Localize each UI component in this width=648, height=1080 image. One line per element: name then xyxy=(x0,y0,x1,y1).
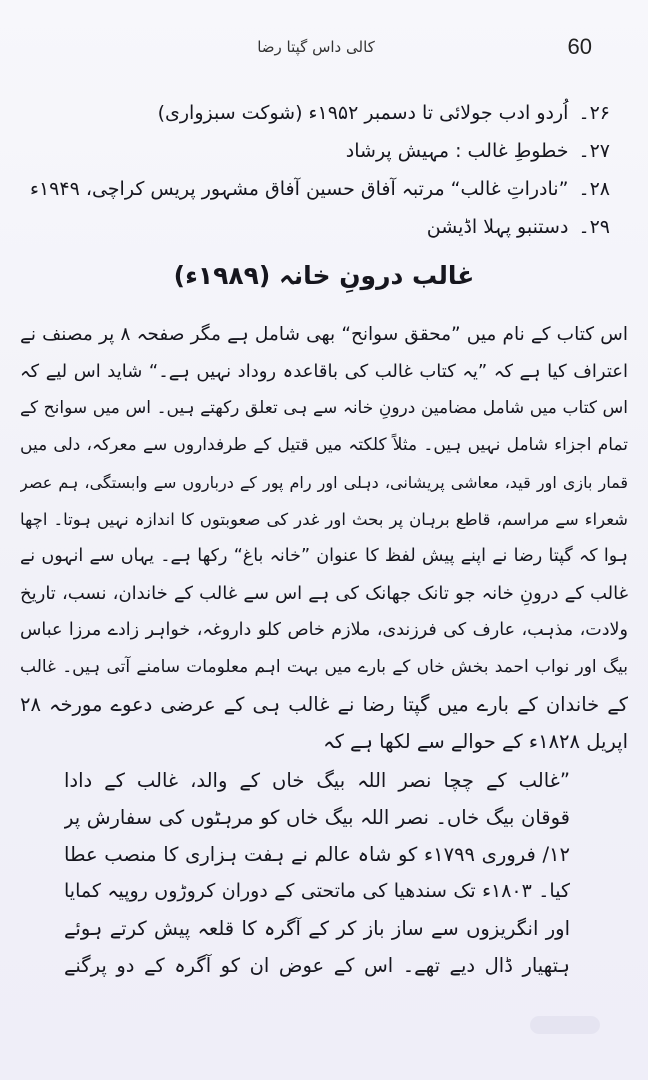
reference-number: ۲۷۔ xyxy=(578,140,610,162)
paragraph-line: اپریل ۱۸۲۸ء کے حوالے سے لکھا ہے کہ xyxy=(323,730,628,753)
body-paragraph xyxy=(20,316,628,760)
paragraph-line: ولادت، مذہب، عارف کی فرزندی، ملازم خاص کلو داروغہ، خواہر زادے مرزا عباس xyxy=(20,620,628,640)
reference-text: دستنبو پہلا اڈیشن xyxy=(426,216,569,238)
paragraph-line: اس کتاب میں شامل مضامین درونِ خانہ سے ہی تعلق رکھتے ہیں۔ اس میں سوانح کے xyxy=(20,398,628,418)
reference-item xyxy=(24,170,610,208)
quote-line: کیا۔ ۱۸۰۳ء تک سندھیا کی ماتحتی کے دوران کروڑوں روپیہ کمایا xyxy=(64,880,570,902)
reference-item xyxy=(24,132,610,170)
reference-text: ”نادراتِ غالب“ مرتبہ آفاق حسین آفاق مشہور پریس کراچی، ۱۹۴۹ء xyxy=(30,178,569,200)
reference-number: ۲۸۔ xyxy=(578,178,610,200)
reference-number: ۲۶۔ xyxy=(578,102,610,124)
paragraph-line: اعتراف کیا ہے کہ ”یہ کتاب غالب کی باقاعدہ روداد نہیں ہے۔“ شاید اس لیے کہ xyxy=(20,361,628,382)
paragraph-line: غالب کے درونِ خانہ جو تانک جھانک کی ہے اس سے غالب کے خاندان، نسب، تاریخ xyxy=(20,583,628,604)
paragraph-line: ہوا کہ گپتا رضا نے اپنے پیش لفظ کا عنوان ”خانہ باغ“ رکھا ہے۔ یہاں سے انہوں نے xyxy=(20,546,628,566)
reference-item xyxy=(24,94,610,132)
reference-text: اُردو ادب جولائی تا دسمبر ۱۹۵۲ء (شوکت سبزواری) xyxy=(157,102,569,124)
quote-line: ہتھیار ڈال دیے تھے۔ اس کے عوض ان کو آگرہ کے دو پرگنے xyxy=(64,954,570,977)
paragraph-line: شعراء سے مراسم، قاطع برہان پر بحث اور غدر کی صعوبتوں کا اندازہ نہیں ہوتا۔ اچھا xyxy=(20,510,628,529)
paragraph-line: تمام اجزاء شامل نہیں ہیں۔ مثلاً کلکتہ میں قتیل کے طرفداروں سے معرکہ، دلی میں xyxy=(20,435,628,455)
section-title: غالب درونِ خانہ (۱۹۸۹ء) xyxy=(173,261,475,290)
quote-line: قوقان بیگ خاں۔ نصر اللہ بیگ خاں کو مرہٹوں کی سفارش پر xyxy=(64,806,570,829)
paragraph-line: بیگ اور نواب احمد بخش خاں کے بارے میں بہت اہم معلومات سامنے آتی ہیں۔ غالب xyxy=(20,657,628,677)
quote-line: اور انگریزوں سے ساز باز کر کے آگرہ کا قلعہ پیش کرتے ہوئے xyxy=(64,917,570,940)
paragraph-line: اس کتاب کے نام میں ”محقق سوانح“ بھی شامل ہے مگر صفحہ ۸ پر مصنف نے xyxy=(20,324,628,345)
paragraph-line: قمار بازی اور قید، معاشی پریشانی، دہلی اور رام پور کے درباروں سے وابستگی، ہم عصر xyxy=(20,473,628,492)
reference-text: خطوطِ غالب : مہیش پرشاد xyxy=(345,140,569,162)
reference-list xyxy=(24,94,610,246)
quote-line: ۱۲/ فروری ۱۷۹۹ء کو شاہ عالم نے ہفت ہزاری کا منصب عطا xyxy=(64,843,570,866)
block-quote xyxy=(64,762,570,984)
page-header xyxy=(40,34,592,70)
scan-smudge xyxy=(530,1016,600,1034)
page-number: 60 xyxy=(567,34,592,59)
running-title: کالی داس گپتا رضا xyxy=(257,38,375,56)
paragraph-line: کے خاندان کے بارے میں گپتا رضا نے غالب ہی کے عرضی دعوے مورخہ ۲۸ xyxy=(20,693,628,716)
reference-number: ۲۹۔ xyxy=(578,216,610,238)
quote-line: ”غالب کے چچا نصر اللہ بیگ خاں کے والد، غالب کے دادا xyxy=(64,769,570,792)
reference-item xyxy=(24,208,610,246)
